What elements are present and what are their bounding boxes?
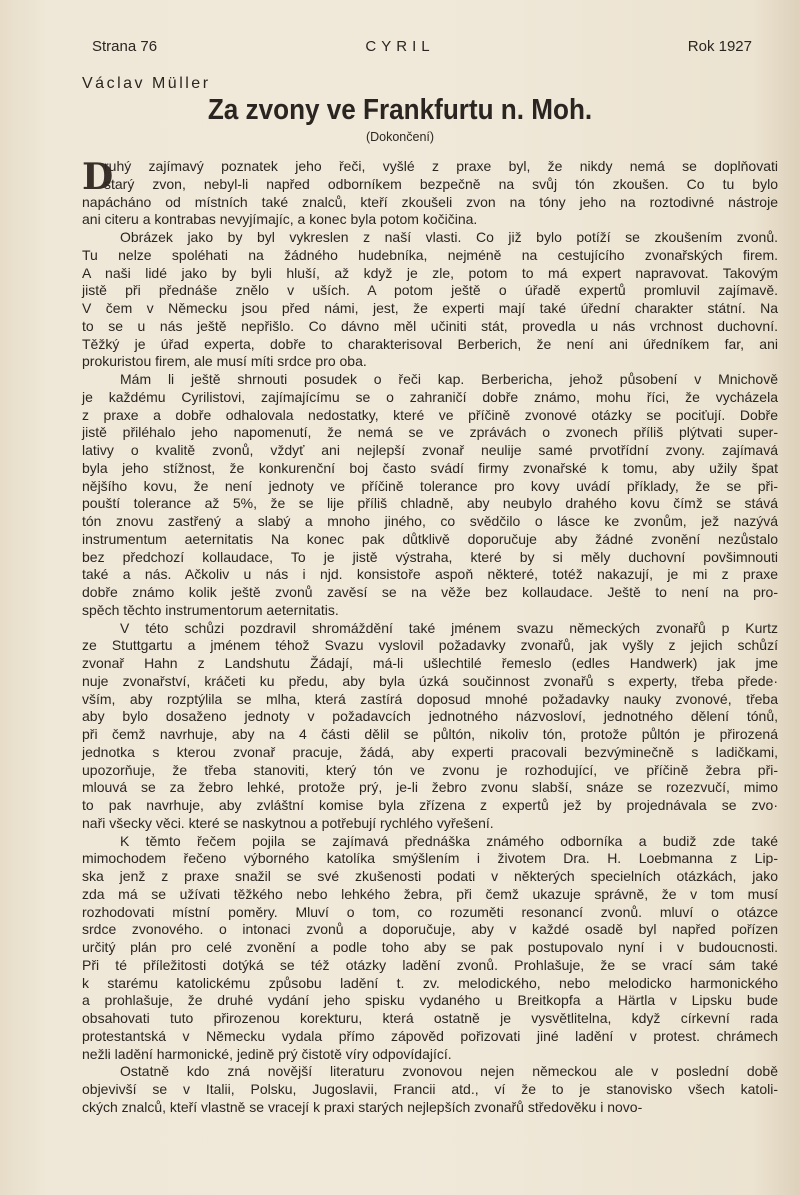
- text-line: ckých znalců, kteří vlastně se vracejí k praxi starých nejlepších zvonařů středověku i novo-: [82, 1098, 643, 1115]
- text-line: srdce zvonového. o intonaci zvonů a doporučuje, aby v každé osadě byl napřed pořízen: [82, 921, 778, 938]
- text-line: to se u nás ještě nepřišlo. Co dávno měl učiniti stát, provedla u nás vrchnost duchovní.: [82, 317, 778, 334]
- text-line: protestantská v Německu vydala přímo zápověd pořizovati jiné ladění v protest. chrámech: [82, 1027, 778, 1044]
- paragraph: [82, 229, 778, 371]
- text-line: aby bylo dosaženo jednoty v požadavcích jednotného názvosloví, jednotného dělení tónů,: [82, 708, 778, 725]
- text-line: K těmto řečem pojila se zajímavá přednáška známého odborníka a budiž zde také: [120, 832, 778, 849]
- text-line: při čemž navrhuje, aby na 4 části dělil se půltón, nikoliv tón, protože půltón je přirozená: [82, 726, 778, 742]
- text-line: Při té příležitosti dotýká se též otázky ladění zvonů. Prohlašuje, že se vrací sám také: [82, 956, 778, 973]
- text-line: V čem v Německu jsou před námi, jest, že experti mají také úřední charakter státní. Na: [82, 300, 778, 316]
- text-line: nežli ladění harmonické, jedině prý čistotě víry odpovídající.: [82, 1045, 452, 1062]
- text-line: upozorňuje, že třeba stanoviti, který tón ve zvonu je rozhodující, ve příčině žebra při-: [82, 761, 778, 778]
- text-line: naři všecky věci. které se naskytnou a potřebují rychlého vyřešení.: [82, 814, 494, 831]
- text-line: Ostatně kdo zná novější literaturu zvonovou nejen německou ale v poslední době: [120, 1063, 778, 1080]
- text-line: A naši lidé jako by byli hluší, až když je zle, potom to má expert napravovat. Takovým: [82, 264, 778, 281]
- text-line: obsahovati tuto přirozenou korekturu, která ostatně je vysvětlitelna, když církevní rada: [82, 1010, 778, 1026]
- text-line: je každému Cyrilistovi, zajímajícímu se o zahraničí dobře známo, mohu říci, že vycházela: [82, 388, 778, 405]
- text-line: lativy o kvalitě zvonů, vždyť ani nejlepší zvonař neulije samé prvotřídní zvony. zajímavá: [82, 442, 778, 458]
- text-line: instrumentum aeternitatis Na konec pak důtklivě doporučuje aby žádné zvonění nezůstalo: [82, 530, 778, 547]
- text-line: to pak navrhuje, aby zvláštní komise byla zřízena z expertů jež by projednávala se zvo·: [82, 797, 778, 813]
- text-line: tón znovu zastřený a slabý a mnoho jiného, co svědčilo o lásce ke zvonům, jež nazývá: [82, 513, 778, 529]
- text-line: zvonař Hahn z Landshutu Žádají, má-li ušlechtilé řemeslo (edles Handwerk) jak jme: [82, 655, 778, 671]
- text-line: zda má se užívati těžkého nebo lehkého žebra, při čemž ukazuje správně, že v tom musí: [82, 885, 778, 902]
- text-line: jednotka s kterou zvonař pracuje, žádá, aby experti pracovali bezvýminečně s ladičkami,: [82, 743, 778, 760]
- text-line: mimochodem řečeno výborného katolíka smýšlením i životem Dra. H. Loebmanna z Lip-: [82, 850, 778, 867]
- year: Rok 1927: [687, 38, 752, 55]
- text-line: napácháno od místních také znalců, kteří zkoušeli zvon na tóny jeho na roztodivné nástroje: [82, 193, 778, 210]
- paragraph: [82, 620, 778, 833]
- text-line: určitý plán pro celé zvonění a podle toho aby se pak postupovalo nyní i v budoucnosti.: [82, 939, 778, 955]
- text-line: prokuristou firem, ale musí míti srdce pro oba.: [82, 353, 367, 370]
- text-line: jistě při přednáše znělo v uších. A potom ještě o úřadě expertů promluvil zajímavě.: [82, 282, 778, 299]
- paragraph: [82, 371, 778, 620]
- text-line: z praxe a dobře odhalovala nedostatky, které ve příčině zvonové otázky se pociťují. Dobře: [82, 406, 778, 423]
- text-line: nuje zvonařství, kráčeti ku předu, aby byla úzká součinnost zvonařů s experty, třeba přede·: [82, 672, 778, 689]
- text-line: ani citeru a kontrabas nevyjímajíc, a konec byla potom kočičina.: [82, 211, 478, 228]
- text-line: Mám li ještě shrnouti posudek o řeči kap. Berbericha, jehož působení v Mnichově: [120, 371, 778, 387]
- text-line: také a nás. Ačkoliv u nás i njd. konsistoře aspoň některé, totéž nakazují, je mi z praxe: [82, 566, 778, 583]
- text-line: a prohlašuje, že druhé vydání jeho spisku vydaného u Breitkopfa a Härtla v Lipsku bude: [82, 992, 778, 1009]
- article-title: Za zvony ve Frankfurtu n. Moh.: [207, 94, 593, 126]
- text-line: V této schůzi pozdravil shromáždění také jménem svazu německých zvonařů p Kurtz: [120, 619, 778, 636]
- article-subtitle: (Dokončení): [365, 130, 435, 144]
- text-line: objevivší se v Italii, Polsku, Jugoslavii, Francii atd., ví že to je stanovisko všech katoli-: [82, 1081, 778, 1097]
- text-line: mlouvá se za žebro lehké, protože prý, je-li žebro zvonu slabší, snáze se rozezvučí, mimo: [82, 779, 778, 796]
- text-line: vším, aby rozptýlila se mlha, která zastírá doposud mnohé požadavky nauky zvonové, třeba: [82, 690, 778, 707]
- text-line: k starému katolickému způsobu ladění t. zv. melodického, nebo melodicko harmonického: [82, 974, 778, 991]
- text-line: dobře známo kolik ještě zvonů zavěsí se na věže bez kollaudace. Ještě to není na pro-: [82, 584, 778, 600]
- paragraph: [82, 158, 778, 229]
- paragraph: [82, 833, 778, 1064]
- page-number: Strana 76: [92, 38, 158, 55]
- text-line: Těžký je úřad experta, dobře to charakterisoval Berberich, že není ani úředníkem far, ani: [82, 335, 778, 352]
- text-line: nějšího kovu, že není jednoty ve příčině tolerance pro kovy uvádí příklady, že se při-: [82, 477, 778, 494]
- text-line: bez předchozí kollaudace, To je jistě výstraha, které by si měly duchovní povšimnouti: [82, 548, 778, 565]
- text-line: ruhý zajímavý poznatek jeho řeči, vyšlé z praxe byl, že nikdy nemá se doplňovati: [104, 158, 778, 174]
- text-line: rozhodovati místní poměry. Mluví o tom, co rozuměti resonancí zvonů. mluví o otázce: [82, 903, 778, 920]
- text-line: spěch těchto instrumentorum aeternitatis.: [82, 601, 339, 618]
- author: Václav Müller: [82, 75, 211, 92]
- text-line: ska jenž z praxe snažil se své zkušenosti podati v některých specielních otázkách, jako: [82, 868, 778, 884]
- text-line: Obrázek jako by byl vykreslen z naší vlasti. Co již bylo potíží se zkoušením zvonů.: [120, 229, 778, 245]
- text-line: Tu nelze spoléhati na žádného hudebníka, nejméně na cestujícího zvonařských firem.: [82, 246, 778, 263]
- text-line: ze Stuttgartu a jménem téhož Svazu vyslovil požadavky zvonařů, jak vyšly z jejich schůzí: [82, 637, 778, 654]
- paragraph: [82, 1063, 778, 1116]
- drop-cap: D: [82, 156, 114, 198]
- journal-name: CYRIL: [365, 38, 435, 55]
- text-line: byla jeho stížnost, že konkurenční boj často svádí firmy zvonařské k tomu, aby užily špat: [82, 459, 778, 476]
- text-line: jistě přiléhalo jeho napomenutí, že nemá se ve zprávách o zvonech příliš plýtvati super-: [82, 424, 778, 441]
- text-line: pouští tolerance až 5%, že se lije příliš chladně, aby neubylo drahého kovu čímž se stává: [82, 495, 778, 512]
- text-line: starý zvon, nebyl-li napřed odborníkem bezpečně na svůj tón zkoušen. Co tu bylo: [104, 175, 778, 192]
- article-body: [82, 158, 778, 1117]
